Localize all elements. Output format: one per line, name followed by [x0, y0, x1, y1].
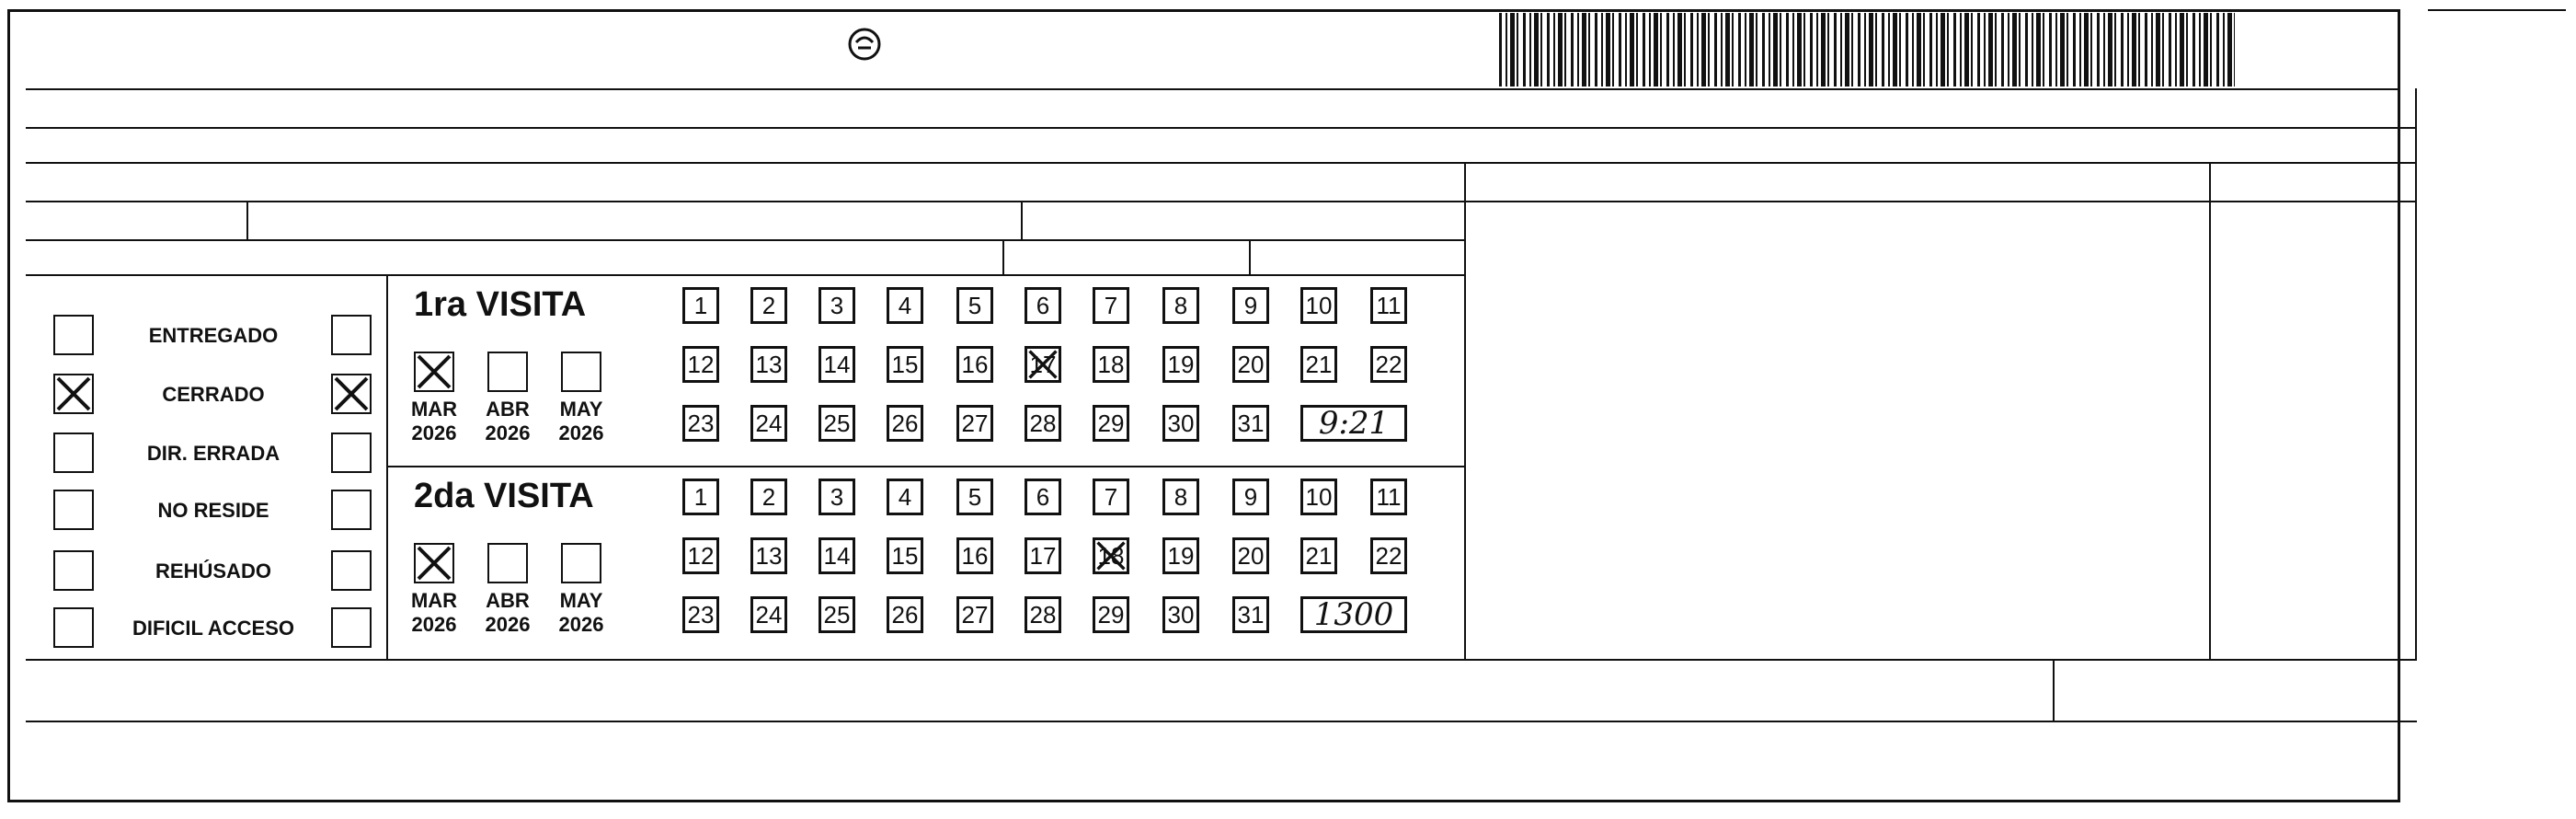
day-number: 15 — [891, 541, 919, 570]
visit-0-day-16[interactable] — [956, 346, 993, 383]
day-number: 18 — [1097, 350, 1125, 378]
visit-1-day-2[interactable] — [750, 479, 787, 515]
month-year: 2026 — [558, 421, 604, 444]
barcode — [1499, 13, 2235, 87]
right-column-line — [2415, 88, 2417, 659]
status-label-4: REHÚSADO — [155, 559, 271, 583]
visit-1-month-checkbox-2[interactable] — [561, 543, 601, 583]
visit-1-day-9[interactable] — [1232, 479, 1269, 515]
day-number: 14 — [823, 350, 851, 378]
visit-0-day-15[interactable] — [887, 346, 923, 383]
visit-0-day-27[interactable] — [956, 405, 993, 442]
visit-0-day-29[interactable] — [1093, 405, 1129, 442]
visit-0-day-3[interactable] — [819, 287, 855, 324]
visit-0-day-12[interactable] — [682, 346, 719, 383]
visit-1-day-20[interactable] — [1232, 537, 1269, 574]
v1-checkbox-0[interactable] — [53, 315, 94, 355]
day-number: 25 — [823, 600, 851, 629]
status-label-2: DIR. ERRADA — [146, 442, 280, 465]
firma-left-line — [1464, 162, 1466, 659]
visit-0-day-2[interactable] — [750, 287, 787, 324]
v2-checkbox-4[interactable] — [331, 550, 372, 591]
visit-1-day-3[interactable] — [819, 479, 855, 515]
day-number: 11 — [1376, 482, 1402, 511]
visit-1-day-8[interactable] — [1162, 479, 1199, 515]
visit-1-time-box[interactable]: 1300 — [1300, 596, 1407, 633]
day-number: 24 — [755, 409, 783, 437]
visit-1-day-26[interactable] — [887, 596, 923, 633]
day-number: 12 — [687, 350, 715, 378]
day-number: 19 — [1167, 541, 1195, 570]
day-number: 19 — [1167, 350, 1195, 378]
visit-0-day-5[interactable] — [956, 287, 993, 324]
visit-0-day-23[interactable] — [682, 405, 719, 442]
day-number: 6 — [1036, 291, 1050, 319]
observaciones-left-line — [2209, 162, 2211, 659]
visit-1-day-24[interactable] — [750, 596, 787, 633]
visit-1-day-27[interactable] — [956, 596, 993, 633]
day-number: 28 — [1029, 600, 1057, 629]
visit-0-day-21[interactable] — [1300, 346, 1337, 383]
visit-1-day-19[interactable] — [1162, 537, 1199, 574]
v1-checkbox-4[interactable] — [53, 550, 94, 591]
day-number: 22 — [1375, 350, 1402, 378]
day-number: 12 — [687, 541, 715, 570]
visit-1-day-18[interactable] — [1093, 537, 1129, 574]
visit-0-day-17[interactable] — [1025, 346, 1061, 383]
status-label-1: CERRADO — [162, 383, 265, 406]
header-divider — [26, 88, 2400, 90]
admision-row — [1028, 204, 1041, 236]
visit-1-day-14[interactable] — [819, 537, 855, 574]
visit-0-day-11[interactable] — [1370, 287, 1407, 324]
visit-0-day-1[interactable] — [682, 287, 719, 324]
v1-checkbox-2[interactable] — [53, 433, 94, 473]
v2-checkbox-5[interactable] — [331, 607, 372, 648]
day-number: 14 — [823, 541, 851, 570]
visit-0-day-13[interactable] — [750, 346, 787, 383]
month-name: MAY — [559, 398, 603, 421]
day-number: 30 — [1167, 409, 1195, 437]
cell-line — [246, 201, 248, 239]
day-number: 7 — [1104, 482, 1118, 511]
visit-1-day-4[interactable] — [887, 479, 923, 515]
visit-0-day-10[interactable] — [1300, 287, 1337, 324]
visit-1-day-21[interactable] — [1300, 537, 1337, 574]
visit-1-day-11[interactable] — [1370, 479, 1407, 515]
visit-1-day-30[interactable] — [1162, 596, 1199, 633]
footer-guia-line — [2053, 659, 2055, 721]
visit-1-day-16[interactable] — [956, 537, 993, 574]
month-name: MAY — [559, 589, 603, 612]
visit-0-day-19[interactable] — [1162, 346, 1199, 383]
visit-0-day-28[interactable] — [1025, 405, 1061, 442]
day-number: 21 — [1305, 541, 1333, 570]
visit-0-day-14[interactable] — [819, 346, 855, 383]
day-number: 9 — [1243, 291, 1258, 319]
day-number: 8 — [1174, 291, 1188, 319]
x-mark — [333, 375, 370, 412]
v1-checkbox-1[interactable] — [53, 374, 94, 414]
day-number: 18 — [1097, 541, 1125, 570]
visit-0-day-26[interactable] — [887, 405, 923, 442]
day-number: 20 — [1237, 541, 1265, 570]
day-number: 22 — [1375, 541, 1402, 570]
visit-1-day-25[interactable] — [819, 596, 855, 633]
day-number: 3 — [830, 482, 844, 511]
day-number: 16 — [961, 350, 989, 378]
cell-line — [1002, 239, 1004, 274]
v2-checkbox-1[interactable] — [331, 374, 372, 414]
day-number: 23 — [687, 600, 715, 629]
visit-1-month-label-0 — [403, 589, 465, 637]
x-mark — [416, 353, 452, 390]
visit-1-day-5[interactable] — [956, 479, 993, 515]
day-number: 21 — [1305, 350, 1333, 378]
visit-1-day-7[interactable] — [1093, 479, 1129, 515]
visit-0-day-9[interactable] — [1232, 287, 1269, 324]
day-number: 17 — [1029, 541, 1057, 570]
day-number: 1 — [693, 482, 708, 511]
day-number: 2 — [761, 291, 776, 319]
day-number: 3 — [830, 291, 844, 319]
visit-1-day-1[interactable] — [682, 479, 719, 515]
visit-1-day-15[interactable] — [887, 537, 923, 574]
documento-row — [258, 202, 270, 234]
day-number: 25 — [823, 409, 851, 437]
day-number: 16 — [961, 541, 989, 570]
visit-1-month-label-2 — [550, 589, 613, 637]
visit-0-day-22[interactable] — [1370, 346, 1407, 383]
visit-1-day-23[interactable] — [682, 596, 719, 633]
month-year: 2026 — [485, 421, 531, 444]
visit-1-day-6[interactable] — [1025, 479, 1061, 515]
row-line — [26, 201, 1465, 202]
cell-line — [1249, 239, 1251, 274]
day-number: 10 — [1305, 291, 1333, 319]
month-name: MAR — [410, 589, 458, 612]
day-number: 13 — [755, 541, 783, 570]
month-year: 2026 — [411, 421, 457, 444]
visit-0-day-4[interactable] — [887, 287, 923, 324]
day-number: 26 — [891, 600, 919, 629]
day-number: 31 — [1237, 600, 1265, 629]
row-line — [26, 162, 2417, 164]
status-label-0: ENTREGADO — [148, 324, 279, 347]
visit-0-month-label-2 — [550, 398, 613, 445]
month-year: 2026 — [411, 613, 457, 636]
x-mark — [1095, 540, 1127, 571]
visit-title-0: 1ra VISITA — [414, 285, 587, 324]
visit-0-day-25[interactable] — [819, 405, 855, 442]
visit-1-day-10[interactable] — [1300, 479, 1337, 515]
visit-1-month-checkbox-1[interactable] — [487, 543, 528, 583]
visit-0-day-31[interactable] — [1232, 405, 1269, 442]
v1-checkbox-3[interactable] — [53, 490, 94, 530]
visit-0-day-30[interactable] — [1162, 405, 1199, 442]
day-number: 2 — [761, 482, 776, 511]
visit-0-day-7[interactable] — [1093, 287, 1129, 324]
day-number: 5 — [967, 291, 982, 319]
month-name: MAR — [410, 398, 458, 421]
v2-checkbox-0[interactable] — [331, 315, 372, 355]
day-number: 5 — [967, 482, 982, 511]
visit-1-day-12[interactable] — [682, 537, 719, 574]
v2-checkbox-2[interactable] — [331, 433, 372, 473]
cell-line — [1021, 201, 1023, 239]
certipostal-logo — [832, 26, 897, 81]
visit-1-day-31[interactable] — [1232, 596, 1269, 633]
visit-0-day-8[interactable] — [1162, 287, 1199, 324]
status-label-3: NO RESIDE — [157, 499, 269, 522]
column-header-line — [1464, 201, 2417, 202]
day-number: 13 — [755, 350, 783, 378]
visit-0-time-box[interactable]: 9:21 — [1300, 405, 1407, 442]
day-number: 26 — [891, 409, 919, 437]
footer-top-line — [26, 659, 2417, 661]
v2-checkbox-3[interactable] — [331, 490, 372, 530]
day-number: 27 — [961, 409, 989, 437]
day-number: 20 — [1237, 350, 1265, 378]
day-number: 28 — [1029, 409, 1057, 437]
visit-0-month-label-1 — [476, 398, 539, 445]
visit-1-day-13[interactable] — [750, 537, 787, 574]
status-label-5: DIFICIL ACCESO — [132, 617, 294, 640]
visit-1-month-checkbox-0[interactable] — [414, 543, 454, 583]
certipostal-logo-icon — [843, 26, 886, 63]
visit-divider — [386, 466, 1464, 467]
visit-1-day-22[interactable] — [1370, 537, 1407, 574]
day-number: 7 — [1104, 291, 1118, 319]
month-name: ABR — [486, 398, 530, 421]
visit-1-day-17[interactable] — [1025, 537, 1061, 574]
day-number: 24 — [755, 600, 783, 629]
month-name: ABR — [486, 589, 530, 612]
month-year: 2026 — [485, 613, 531, 636]
day-number: 4 — [898, 291, 912, 319]
visit-0-day-6[interactable] — [1025, 287, 1061, 324]
day-number: 6 — [1036, 482, 1050, 511]
visit-0-month-checkbox-0[interactable] — [414, 352, 454, 392]
day-number: 29 — [1097, 600, 1125, 629]
day-number: 29 — [1097, 409, 1125, 437]
visit-0-month-checkbox-2[interactable] — [561, 352, 601, 392]
x-mark — [1027, 349, 1059, 380]
visit-0-day-20[interactable] — [1232, 346, 1269, 383]
month-year: 2026 — [558, 613, 604, 636]
row-line — [26, 127, 2417, 129]
visit-0-day-24[interactable] — [750, 405, 787, 442]
visit-1-day-29[interactable] — [1093, 596, 1129, 633]
day-number: 11 — [1376, 291, 1402, 319]
day-number: 27 — [961, 600, 989, 629]
day-number: 31 — [1237, 409, 1265, 437]
day-number: 17 — [1029, 350, 1057, 378]
visit-0-day-18[interactable] — [1093, 346, 1129, 383]
row-line — [26, 274, 1465, 276]
x-mark — [416, 545, 452, 582]
visit-0-month-label-0 — [403, 398, 465, 445]
visit-1-day-28[interactable] — [1025, 596, 1061, 633]
top-edge-line — [2428, 9, 2566, 11]
x-mark — [55, 375, 92, 412]
day-number: 15 — [891, 350, 919, 378]
visit-title-1: 2da VISITA — [414, 477, 594, 515]
footer-bottom-line — [26, 721, 2417, 722]
day-number: 23 — [687, 409, 715, 437]
day-number: 10 — [1305, 482, 1333, 511]
day-number: 30 — [1167, 600, 1195, 629]
v1-checkbox-5[interactable] — [53, 607, 94, 648]
day-number: 1 — [693, 291, 708, 319]
visit-1-month-label-1 — [476, 589, 539, 637]
day-number: 8 — [1174, 482, 1188, 511]
visit-0-month-checkbox-1[interactable] — [487, 352, 528, 392]
day-number: 4 — [898, 482, 912, 511]
day-number: 9 — [1243, 482, 1258, 511]
